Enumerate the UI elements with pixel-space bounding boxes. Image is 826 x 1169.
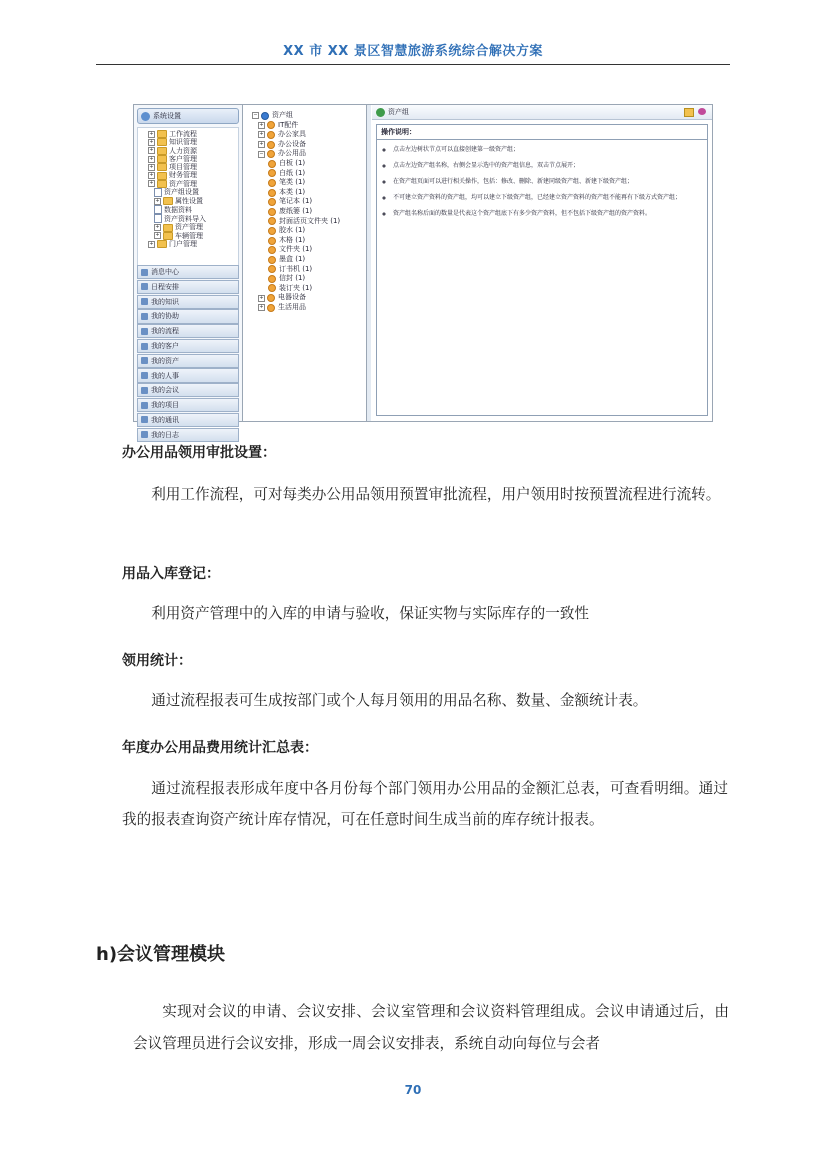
tree-group-body [267,121,298,131]
tree-group-expanded[interactable] [252,149,360,159]
folder-icon [157,163,167,171]
expand-icon[interactable]: + [149,155,154,162]
tree-item-label: 资产管理 [169,179,197,188]
tree-leaf[interactable] [252,255,360,265]
asset-group-icon [376,108,385,117]
heading-annual: 年度办公用品费用统计汇总表： [122,740,318,756]
tree-leaf[interactable] [252,236,360,246]
tree-group[interactable] [252,121,360,131]
tree-leaf[interactable] [252,226,360,236]
tree-leaf-label: 订书机 (1) [279,264,313,273]
folder-icon [163,197,173,205]
item-icon [268,160,276,168]
menu-item-icon [141,357,148,364]
tree-group-label: 生活用品 [278,302,306,311]
tree-leaf-label: 笔记本 (1) [279,197,313,206]
document-icon [154,214,162,223]
folder-icon [157,138,167,146]
splitter-handle[interactable] [367,105,371,421]
tree-leaf[interactable] [252,197,360,207]
tree-item[interactable] [142,205,234,214]
tree-item-label: 数据资料 [164,205,192,214]
menu-item[interactable] [137,368,239,382]
collapse-icon[interactable]: − [259,150,264,157]
item-icon [268,265,276,273]
menu-item-label: 我的流程 [151,327,179,336]
tree-group-expanded-label: 办公用品 [278,149,306,158]
menu-item[interactable] [137,309,239,323]
menu-item[interactable] [137,265,239,279]
tree-item-label: 客户管理 [169,154,197,163]
tree-item-label: 车辆管理 [175,231,203,240]
folder-icon [157,155,167,163]
menu-item-icon [141,298,148,305]
tree-item[interactable] [142,197,234,205]
left-panel-header[interactable] [137,108,239,124]
tree-leaf[interactable] [252,178,360,188]
tree-item-label: 资产管理 [175,223,203,232]
page-number: 70 [404,1083,422,1097]
expand-icon[interactable]: + [149,163,154,170]
menu-item-icon [141,416,148,423]
leaf-list [252,159,360,293]
menu-item-icon [141,372,148,379]
tree-group-label: 电器设备 [278,293,306,302]
instruction-item: ◦ 在资产组页面可以进行相关操作，包括：修改、删除、新建同级资产组、新建下级资产组； [393,178,707,186]
tree-item[interactable] [142,171,234,179]
menu-item[interactable] [137,428,239,442]
item-icon [268,217,276,225]
menu-item-label: 我的会议 [151,386,179,395]
tree-root-label: 资产组 [272,111,293,119]
group-list-before [252,121,360,150]
item-icon [268,275,276,283]
menu-item-icon [141,313,148,320]
tree-item-label: 人力资源 [169,146,197,155]
folder-icon [163,232,173,240]
expand-icon[interactable]: + [155,224,160,231]
paragraph-annual: 通过流程报表形成年度中各月份每个部门领用办公用品的金额汇总表，可查看明细。通过我的报表查询资产统计库存情况，可在任意时间生成当前的库存统计报表。 [122,780,728,828]
expand-icon[interactable]: + [259,294,264,301]
menu-item[interactable] [137,354,239,368]
menu-item[interactable] [137,413,239,427]
tree-item-label: 资产组设置 [164,188,199,197]
tree-item-label: 门户管理 [169,239,197,248]
menu-item-icon [141,431,148,438]
tree-group-body [267,303,306,313]
item-icon [268,227,276,235]
expand-icon[interactable]: + [149,147,154,154]
tree-item-label: 资产资料导入 [164,214,206,223]
tree-leaf-label: 废纸篓 (1) [279,206,313,215]
tree-leaf-label: 白板 (1) [279,158,306,167]
tree-item[interactable] [142,240,234,248]
tree-leaf[interactable] [252,217,360,227]
menu-item[interactable] [137,324,239,338]
folder-icon [157,180,167,188]
item-icon [268,198,276,206]
paragraph-inbound: 利用资产管理中的入库的申请与验收，保证实物与实际库存的一致性 [151,605,590,622]
menu-item[interactable] [137,383,239,397]
tree-leaf-label: 文件夹 (1) [279,245,313,254]
expand-icon[interactable]: + [149,180,154,187]
group-icon [267,304,275,312]
tree-leaf-label: 本类 (1) [279,187,306,196]
folder-icon [157,172,167,180]
tree-leaf[interactable] [252,274,360,284]
tree-leaf-label: 封面活页文件夹 (1) [279,216,341,225]
instruction-item: ◦ 点击左边资产组名称，右侧会显示选中的资产组信息，双击节点展开； [393,162,707,170]
app-screenshot [133,104,713,439]
group-icon [267,294,275,302]
item-icon [268,246,276,254]
section-title: h)会议管理模块 [96,944,226,965]
tree-leaf[interactable] [252,265,360,275]
item-icon [268,179,276,187]
tree-group-label: 办公家具 [278,130,306,139]
group-icon [267,141,275,149]
menu-item-icon [141,343,148,350]
tree-item-label: 属性设置 [175,197,203,206]
paragraph-approval: 利用工作流程，可对每类办公用品领用预置审批流程，用户领用时按预置流程进行流转。 [151,486,721,503]
tree-leaf[interactable] [252,169,360,179]
tree-leaf[interactable] [252,188,360,198]
menu-item[interactable] [137,280,239,294]
menu-item-icon [141,387,148,394]
tree-group[interactable] [252,293,360,303]
tree-item[interactable] [142,188,234,197]
menu-item-icon [141,328,148,335]
tree-leaf-label: 笔类 (1) [279,178,306,187]
settings-icon [141,112,150,121]
tree-root[interactable] [252,111,360,121]
instructions-box [376,124,708,416]
expand-icon[interactable]: + [149,240,154,247]
menu-item-label: 我的资产 [151,356,179,365]
tree-item-label: 财务管理 [169,171,197,180]
left-tree [137,127,239,273]
tree-group[interactable] [252,303,360,313]
paragraph-stats: 通过流程报表可生成按部门或个人每月领用的用品名称、数量、金额统计表。 [151,692,648,709]
tree-leaf-label: 墨盒 (1) [279,254,306,263]
collapse-icon[interactable]: − [253,112,258,119]
menu-item-label: 我的客户 [151,342,179,350]
group-icon [267,131,275,139]
instruction-item: ◦ 点击左边树状节点可以直接创建第一级资产组； [393,146,707,154]
close-icon[interactable] [698,108,706,115]
item-icon [268,256,276,264]
detail-panel [372,105,712,421]
menu-item-label: 消息中心 [151,268,179,277]
folder-icon [157,147,167,155]
item-icon [268,284,276,292]
group-list-after [252,293,360,312]
tree-leaf-label: 装订夹 (1) [279,283,313,292]
tree-leaf-label: 胶水 (1) [279,226,306,235]
left-menu [137,265,239,442]
tree-leaf-label: 信封 (1) [279,274,306,283]
menu-item-icon [141,402,148,409]
tree-group[interactable] [252,130,360,140]
instruction-item: ◦ 不可建立资产资料的资产组，均可以建立下级资产组，已经建立资产资料的资产组不能再有下级方式资产组； [393,194,707,202]
instructions-title: 操作说明： [377,125,707,140]
tree-item[interactable] [142,232,234,240]
detail-panel-title: 资产组 [388,108,409,116]
expand-icon[interactable]: + [149,172,154,179]
paragraph-meeting: 实现对会议的申请、会议安排、会议室管理和会议资料管理组成。会议申请通过后，由会议管理员进行会议安排，形成一周会议安排表，系统自动向每位与会者 [133,1003,729,1052]
menu-item[interactable] [137,295,239,309]
tree-leaf-label: 白纸 (1) [279,168,306,177]
root-node-icon [261,112,269,120]
tree-group-body [267,293,306,303]
instruction-item: ◦ 资产组名称后面的数量是代表这个资产组底下有多少资产资料，但不包括下级资产组的资产资料。 [393,210,707,218]
tree-leaf[interactable] [252,207,360,217]
expand-icon[interactable]: + [259,141,264,148]
left-panel [134,105,243,439]
expand-icon[interactable]: + [149,138,154,145]
expand-icon[interactable]: + [155,232,160,239]
instructions-list [377,146,707,218]
tree-item-label: 项目管理 [169,163,197,172]
menu-item-icon [141,283,148,290]
tree-group[interactable] [252,140,360,150]
tree-leaf[interactable] [252,159,360,169]
document-icon [154,188,162,197]
group-icon [267,150,275,158]
group-icon [267,121,275,129]
expand-icon[interactable]: + [259,121,264,128]
menu-item-label: 我的通讯 [151,415,179,424]
folder-icon [163,224,173,232]
tree-group-body [267,130,306,140]
detail-panel-header [372,105,712,120]
heading-approval: 办公用品领用审批设置： [122,445,276,461]
heading-stats: 领用统计： [122,653,192,669]
asset-tree-panel [244,105,367,421]
menu-item-label: 我的协助 [151,312,179,321]
expand-icon[interactable]: + [259,304,264,311]
document-icon [154,205,162,214]
tree-item[interactable] [142,155,234,163]
menu-item[interactable] [137,339,239,353]
heading-inbound: 用品入库登记： [122,566,220,582]
tree-item[interactable] [142,223,234,231]
tree-group-label: IT配件 [278,120,299,129]
menu-item-icon [141,269,148,276]
item-icon [268,189,276,197]
page-header: XX 市 XX 景区智慧旅游系统综合解决方案 [96,40,730,65]
menu-item-label: 我的项目 [151,401,179,410]
tree-item[interactable] [142,180,234,188]
folder-icon [157,130,167,138]
tree-leaf[interactable] [252,245,360,255]
tree-item[interactable] [142,147,234,155]
tree-leaf-label: 木格 (1) [279,235,306,244]
tree-group-body [267,140,306,150]
tree-item-label: 知识管理 [169,138,197,147]
expand-icon[interactable]: + [259,131,264,138]
tree-leaf[interactable] [252,284,360,294]
tree-item[interactable] [142,138,234,146]
folder-icon [157,240,167,248]
menu-item-label: 我的日志 [151,430,179,439]
item-icon [268,237,276,245]
tree-item-label: 工作流程 [169,130,197,138]
expand-icon[interactable]: + [149,130,154,137]
expand-icon[interactable]: + [155,197,160,204]
menu-item-label: 日程安排 [151,282,179,291]
item-icon [268,169,276,177]
menu-item-label: 我的知识 [151,297,179,306]
left-panel-title: 系统设置 [153,112,181,120]
tree-group-label: 办公设备 [278,139,306,148]
menu-item-label: 我的人事 [151,371,179,380]
folder-icon[interactable] [684,108,694,117]
menu-item[interactable] [137,398,239,412]
item-icon [268,208,276,216]
